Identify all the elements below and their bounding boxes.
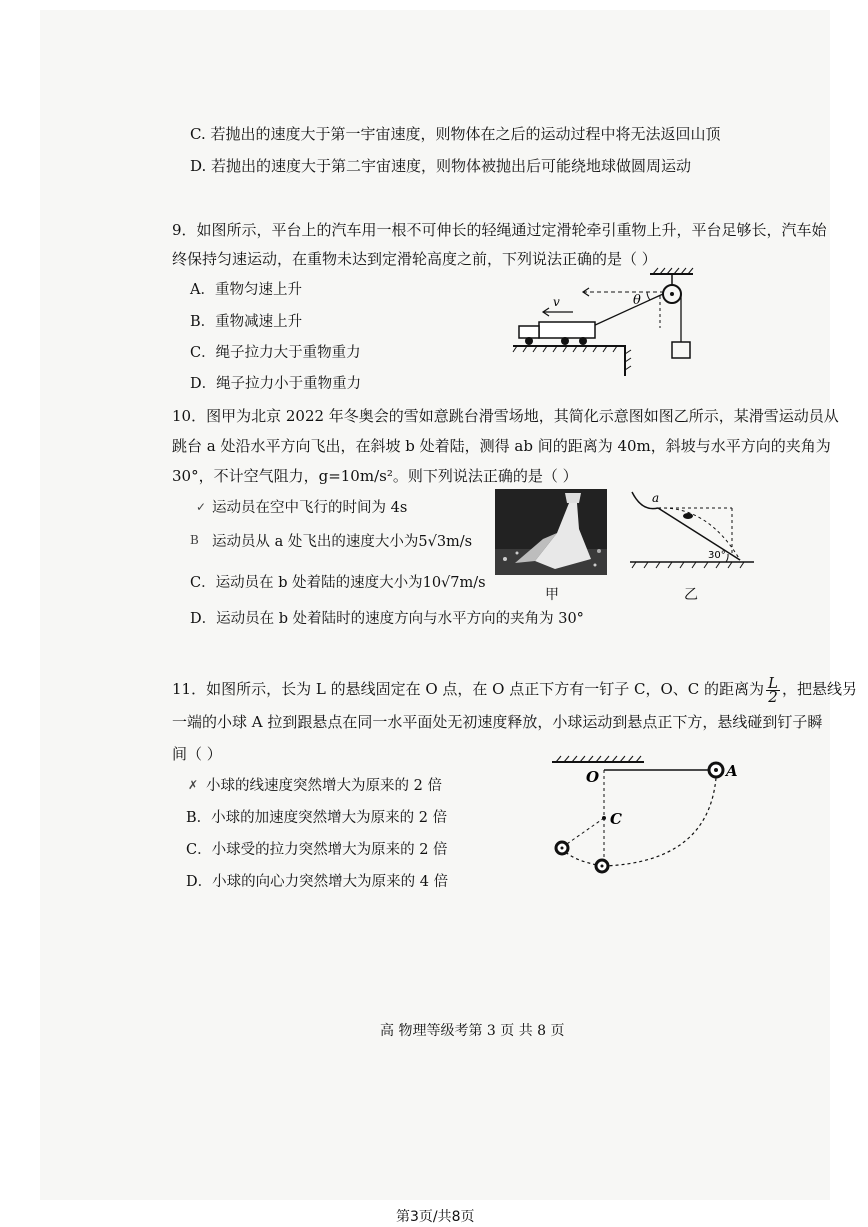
q10-stem-line2: 跳台 a 处沿水平方向飞出，在斜坡 b 处着陆，测得 ab 间的距离为 40m，斜坡与水平方向的夹角为	[172, 437, 831, 455]
q10-option-c: C．运动员在 b 处着陆的速度大小为10√7m/s	[190, 575, 486, 591]
slope-angle-label: 30°	[708, 550, 726, 561]
q11-option-a-mark: ✗	[188, 778, 199, 792]
q11-stem-line2: 一端的小球 A 拉到跟悬点在同一水平面处无初速度释放，小球运动到悬点正下方，悬线碰到钉子瞬	[172, 713, 823, 731]
q11-option-a: 小球的线速度突然增大为原来的 2 倍	[206, 778, 442, 794]
q10-option-a: 运动员在空中飞行的时间为 4s	[212, 500, 408, 516]
option-d-prev: D. 若抛出的速度大于第二宇宙速度，则物体被抛出后可能绕地球做圆周运动	[190, 157, 692, 175]
q9-stem-line1: 9．如图所示，平台上的汽车用一根不可伸长的轻绳通过定滑轮牵引重物上升，平台足够长，汽车始	[172, 221, 827, 239]
pendulum-point-c-label: C	[610, 810, 622, 828]
caption-yi: 乙	[684, 587, 698, 603]
q11-stem-line3: 间（ ）	[172, 745, 222, 763]
q10-option-d: D．运动员在 b 处着陆时的速度方向与水平方向的夹角为 30°	[190, 611, 584, 627]
l-over-2-fraction	[766, 673, 780, 706]
ski-jump-photo-drawing	[495, 489, 607, 575]
q9-pulley-diagram	[505, 266, 705, 386]
q10-option-b-mark: B	[190, 533, 199, 547]
option-c-prev: C. 若抛出的速度大于第一宇宙速度，则物体在之后的运动过程中将无法返回山顶	[190, 125, 721, 143]
q9-stem-line2: 终保持匀速运动，在重物未达到定滑轮高度之前，下列说法正确的是（ ）	[172, 250, 657, 268]
q11-option-d: D．小球的向心力突然增大为原来的 4 倍	[186, 874, 449, 890]
fraction-numerator: L	[768, 673, 779, 692]
q10-option-a-mark: ✓	[196, 500, 207, 514]
q9-theta-label: θ	[633, 293, 641, 308]
q11-option-b: B．小球的加速度突然增大为原来的 2 倍	[186, 810, 448, 826]
q9-option-c: C．绳子拉力大于重物重力	[190, 345, 361, 361]
q11-stem-line1	[172, 673, 858, 706]
q11-option-c: C．小球受的拉力突然增大为原来的 2 倍	[186, 842, 448, 858]
q11-stem-line1-post: ，把悬线另	[782, 680, 858, 698]
q9-velocity-label: v	[553, 295, 560, 309]
pendulum-diagram	[548, 752, 748, 882]
ski-slope-diagram	[628, 486, 756, 574]
pendulum-point-o-label: O	[586, 768, 600, 786]
fraction-denominator: 2	[768, 687, 778, 706]
caption-jia: 甲	[545, 587, 559, 603]
q9-option-b: B．重物减速上升	[190, 314, 303, 330]
q10-stem-line3: 30°，不计空气阻力，g=10m/s²。则下列说法正确的是（ ）	[172, 467, 578, 485]
page-number: 第3页/共8页	[396, 1209, 475, 1225]
q11-stem-line1-pre: 11．如图所示，长为 L 的悬线固定在 O 点，在 O 点正下方有一钉子 C，O、C 的距离为	[172, 680, 765, 698]
q10-stem-line1: 10．图甲为北京 2022 年冬奥会的雪如意跳台滑雪场地，其简化示意图如图乙所示，某滑雪运动员从	[172, 407, 839, 425]
exam-footer: 高 物理等级考第 3 页 共 8 页	[380, 1023, 565, 1039]
ski-jump-photo	[495, 489, 607, 575]
pendulum-point-a-label: A	[726, 762, 738, 780]
slope-point-a-label: a	[652, 491, 660, 505]
q9-option-d: D．绳子拉力小于重物重力	[190, 376, 362, 392]
q10-option-b: 运动员从 a 处飞出的速度大小为5√3m/s	[212, 534, 473, 550]
q9-option-a: A．重物匀速上升	[190, 282, 302, 298]
